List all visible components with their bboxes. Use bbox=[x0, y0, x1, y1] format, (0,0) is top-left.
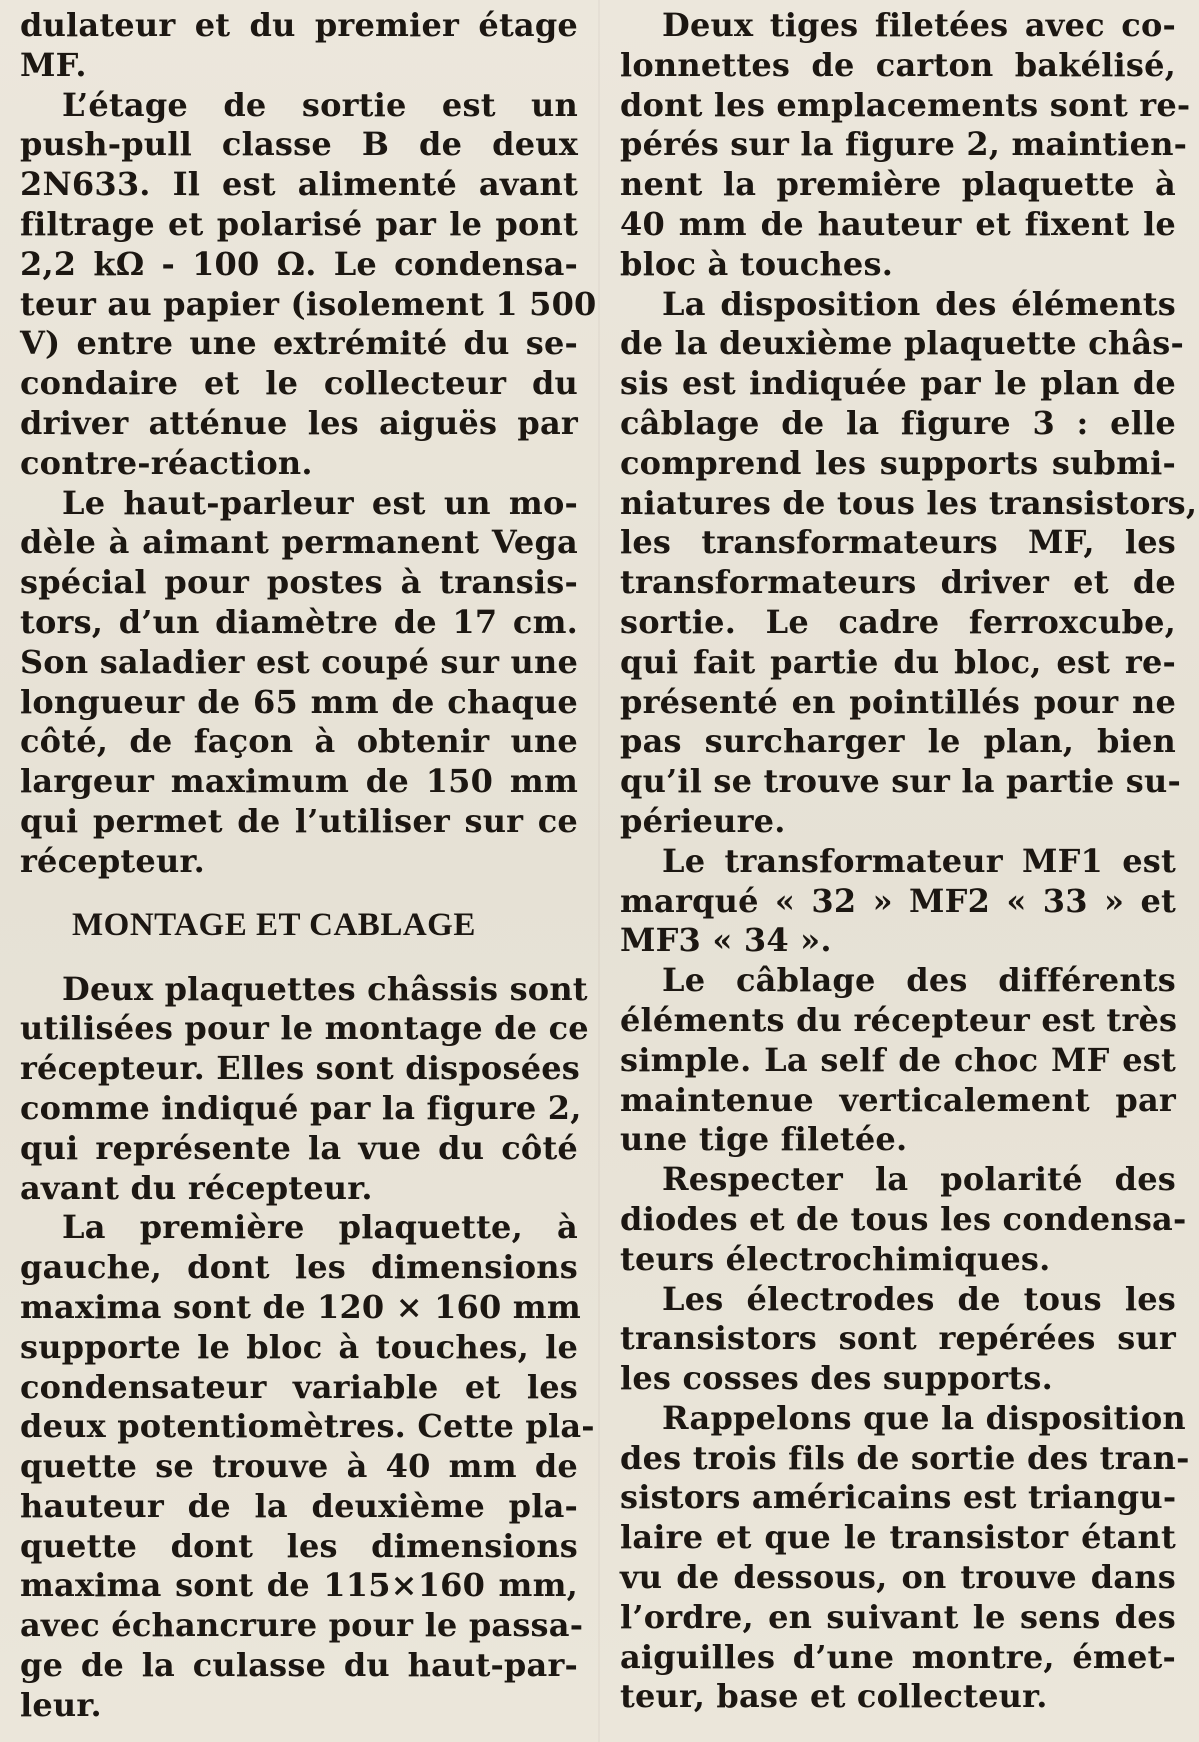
text-line: avec échancrure pour le passa- bbox=[20, 1606, 584, 1645]
paragraph bbox=[620, 1280, 1176, 1399]
text-line: lonnettes de carton bakélisé, bbox=[620, 45, 1176, 84]
text-line: aiguilles d’une montre, émet- bbox=[620, 1637, 1176, 1676]
text-line: 2,2 kΩ - 100 Ω. Le condensa- bbox=[20, 244, 578, 283]
text-line: longueur de 65 mm de chaque bbox=[20, 682, 578, 721]
text-line: laire et que le transistor étant bbox=[620, 1518, 1176, 1557]
text-line: sortie. Le cadre ferroxcube, bbox=[620, 602, 1176, 641]
text-line: quette dont les dimensions bbox=[20, 1526, 578, 1565]
text-line: qui fait partie du bloc, est re- bbox=[620, 642, 1176, 681]
text-line: spécial pour postes à transis- bbox=[20, 563, 578, 602]
text-line: hauteur de la deuxième pla- bbox=[20, 1486, 578, 1525]
text-line: dont les emplacements sont re- bbox=[620, 85, 1191, 124]
text-line: sis est indiquée par le plan de bbox=[620, 364, 1176, 403]
text-line: gauche, dont les dimensions bbox=[20, 1248, 578, 1287]
text-line: condaire et le collecteur du bbox=[20, 364, 578, 403]
text-line: récepteur. Elles sont disposées bbox=[20, 1049, 581, 1088]
text-line: V) entre une extrémité du se- bbox=[20, 324, 578, 363]
text-line: La disposition des éléments bbox=[662, 284, 1176, 323]
text-line: Le transformateur MF1 est bbox=[662, 841, 1176, 880]
text-line: nent la première plaquette à bbox=[620, 165, 1176, 204]
text-line: une tige filetée. bbox=[620, 1120, 908, 1159]
text-line: driver atténue les aiguës par bbox=[20, 403, 578, 442]
paragraph bbox=[20, 6, 578, 86]
section-heading: MONTAGE ET CABLAGE bbox=[72, 906, 476, 943]
text-line: Le câblage des différents bbox=[662, 961, 1176, 1000]
text-line: pérés sur la figure 2, maintien- bbox=[620, 125, 1188, 164]
text-line: qui permet de l’utiliser sur ce bbox=[20, 801, 578, 840]
text-line: MF3 « 34 ». bbox=[620, 921, 832, 960]
text-line: éléments du récepteur est très bbox=[620, 1000, 1178, 1039]
text-line: largeur maximum de 150 mm bbox=[20, 762, 578, 801]
text-line: bloc à touches. bbox=[620, 244, 894, 283]
text-line: contre-réaction. bbox=[20, 443, 313, 482]
text-line: maxima sont de 115×160 mm, bbox=[20, 1566, 578, 1605]
text-line: comprend les supports submi- bbox=[620, 443, 1176, 482]
text-line: ge de la culasse du haut-par- bbox=[20, 1646, 578, 1685]
text-line: Deux plaquettes châssis sont bbox=[62, 969, 588, 1008]
text-line: La première plaquette, à bbox=[62, 1208, 578, 1247]
paragraph bbox=[620, 1160, 1187, 1279]
text-line: Deux tiges filetées avec co- bbox=[662, 6, 1176, 44]
text-line: côté, de façon à obtenir une bbox=[20, 722, 578, 761]
text-line: câblage de la figure 3 : elle bbox=[620, 403, 1176, 442]
text-line: Le haut-parleur est un mo- bbox=[62, 483, 578, 522]
text-line: maxima sont de 120 × 160 mm bbox=[20, 1287, 581, 1326]
text-line: transistors sont repérées sur bbox=[620, 1319, 1176, 1358]
text-line: supporte le bloc à touches, le bbox=[20, 1327, 578, 1366]
text-line: simple. La self de choc MF est bbox=[620, 1040, 1176, 1079]
paragraph bbox=[20, 969, 589, 1209]
text-line: tors, d’un diamètre de 17 cm. bbox=[20, 602, 578, 641]
paragraph bbox=[20, 85, 597, 484]
text-line: filtrage et polarisé par le pont bbox=[20, 204, 578, 243]
paragraph bbox=[620, 1398, 1190, 1717]
text-line: niatures de tous les transistors, bbox=[620, 483, 1198, 522]
text-line: maintenue verticalement par bbox=[620, 1080, 1176, 1119]
text-line: qu’il se trouve sur la partie su- bbox=[620, 762, 1181, 801]
text-line: MF. bbox=[20, 45, 87, 84]
text-line: Rappelons que la disposition bbox=[662, 1398, 1186, 1437]
text-line: diodes et de tous les condensa- bbox=[620, 1199, 1187, 1238]
text-line: dulateur et du premier étage bbox=[20, 6, 578, 44]
text-line: teurs électrochimiques. bbox=[620, 1239, 1051, 1278]
text-line: des trois fils de sortie des tran- bbox=[620, 1438, 1190, 1477]
text-line: vu de dessous, on trouve dans bbox=[620, 1558, 1176, 1597]
text-line: 40 mm de hauteur et fixent le bbox=[620, 204, 1176, 243]
text-line: condensateur variable et les bbox=[20, 1367, 578, 1406]
text-line: qui représente la vue du côté bbox=[20, 1128, 578, 1167]
paragraph bbox=[620, 842, 1176, 961]
paragraph bbox=[20, 484, 578, 882]
text-line: L’étage de sortie est un bbox=[62, 85, 578, 124]
text-line: avant du récepteur. bbox=[20, 1168, 373, 1207]
text-line: l’ordre, en suivant le sens des bbox=[620, 1597, 1176, 1636]
text-line: Les électrodes de tous les bbox=[662, 1279, 1176, 1318]
text-line: comme indiqué par la figure 2, bbox=[20, 1088, 582, 1127]
right-column bbox=[620, 6, 1198, 1717]
text-line: périeure. bbox=[620, 801, 786, 840]
text-line: utilisées pour le montage de ce bbox=[20, 1009, 589, 1048]
text-line: 2N633. Il est alimenté avant bbox=[20, 165, 578, 204]
paragraph bbox=[620, 6, 1191, 285]
text-line: sistors américains est triangu- bbox=[620, 1478, 1177, 1517]
text-line: les transformateurs MF, les bbox=[620, 523, 1176, 562]
text-line: présenté en pointillés pour ne bbox=[620, 682, 1176, 721]
text-line: Respecter la polarité des bbox=[662, 1160, 1176, 1199]
text-line: leur. bbox=[20, 1685, 102, 1724]
text-line: Son saladier est coupé sur une bbox=[20, 642, 578, 681]
left-column bbox=[20, 6, 597, 1726]
text-line: les cosses des supports. bbox=[620, 1359, 1053, 1398]
paragraph bbox=[620, 961, 1176, 1160]
text-line: dèle à aimant permanent Vega bbox=[20, 523, 578, 562]
column-gutter bbox=[598, 0, 600, 1742]
text-line: teur, base et collecteur. bbox=[620, 1677, 1048, 1716]
text-line: quette se trouve à 40 mm de bbox=[20, 1447, 578, 1486]
text-line: push-pull classe B de deux bbox=[20, 125, 578, 164]
text-line: récepteur. bbox=[20, 841, 205, 880]
text-line: teur au papier (isolement 1 500 bbox=[20, 284, 597, 323]
text-line: deux potentiomètres. Cette pla- bbox=[20, 1407, 595, 1446]
text-line: marqué « 32 » MF2 « 33 » et bbox=[620, 881, 1176, 920]
paragraph bbox=[620, 284, 1198, 842]
text-line: transformateurs driver et de bbox=[620, 563, 1176, 602]
paragraph bbox=[20, 1208, 595, 1725]
text-line: de la deuxième plaquette châs- bbox=[620, 324, 1184, 363]
text-line: pas surcharger le plan, bien bbox=[620, 722, 1176, 761]
